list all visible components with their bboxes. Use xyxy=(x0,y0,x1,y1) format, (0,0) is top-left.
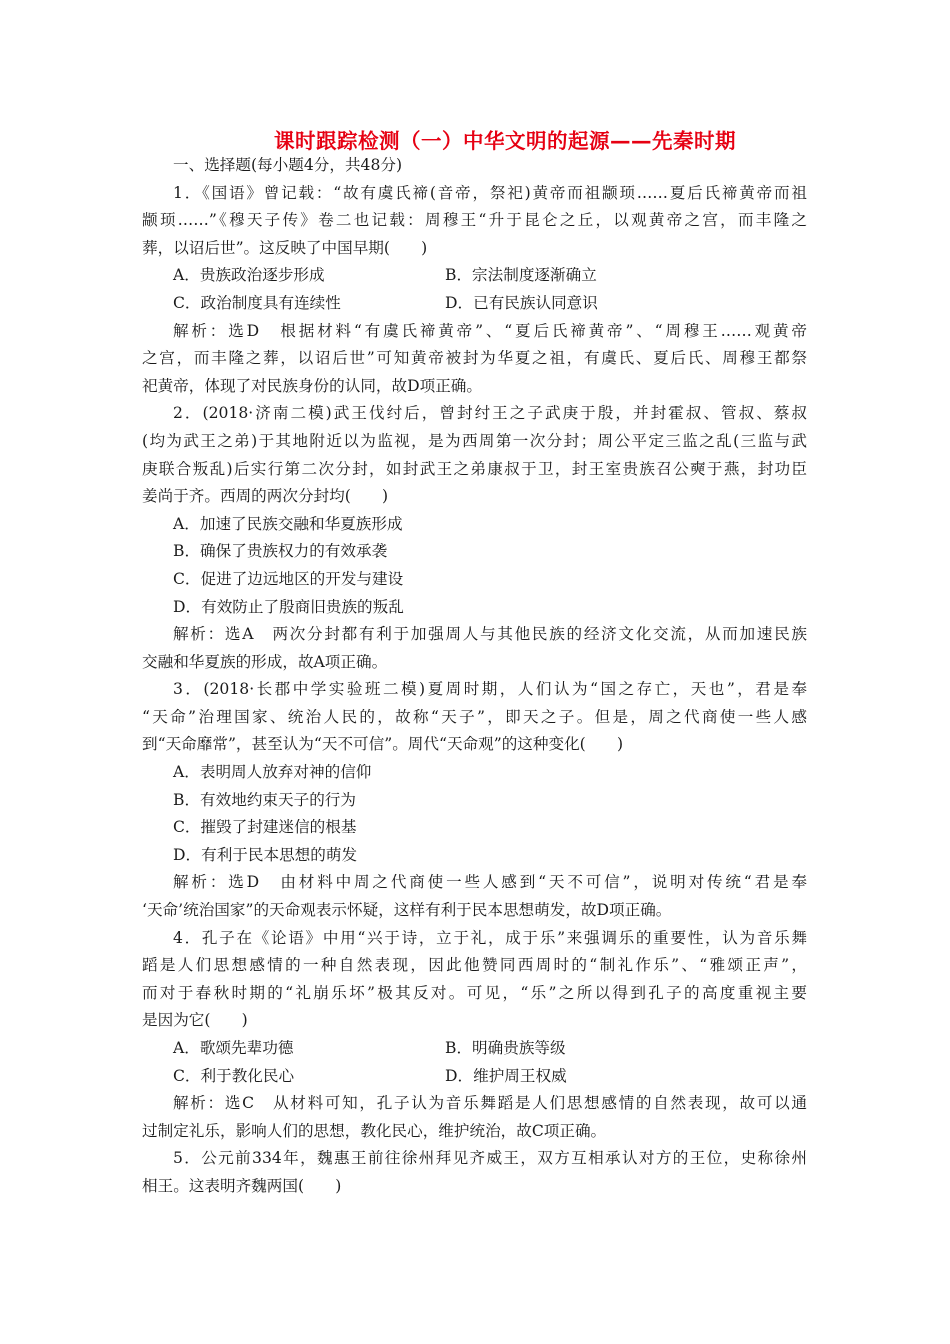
page-title: 课时跟踪检测（一）中华文明的起源——先秦时期 xyxy=(274,129,736,153)
question-stem-line: 3．(2018·长郡中学实验班二模)夏周时期，人们认为“国之存亡，天也”，君是奉 xyxy=(173,680,807,699)
question-stem-line: 姜尚于齐。西周的两次分封均( ) xyxy=(142,487,389,506)
question-2 xyxy=(142,400,807,676)
question-5 xyxy=(142,1145,807,1200)
option-a: A．贵族政治逐步形成 xyxy=(173,266,325,285)
analysis-line: 过制定礼乐，影响人们的思想，教化民心，维护统治，故C项正确。 xyxy=(142,1121,607,1140)
option-row xyxy=(142,262,807,290)
analysis-line: 交融和华夏族的形成，故A项正确。 xyxy=(142,652,388,671)
option-b: B．宗法制度逐渐确立 xyxy=(445,266,597,285)
option-c: C．政治制度具有连续性 xyxy=(173,293,341,312)
option-d: D．有利于民本思想的萌发 xyxy=(173,845,358,864)
section-heading: 一、选择题(每小题4分，共48分) xyxy=(173,156,403,174)
option-row xyxy=(142,1035,807,1063)
option-a: A．加速了民族交融和华夏族形成 xyxy=(173,514,403,533)
option-b: B．明确贵族等级 xyxy=(445,1039,566,1057)
option-row xyxy=(142,290,807,318)
analysis-line: 解析：选D 由材料中周之代商使一些人感到“天不可信”，说明对传统“君是奉 xyxy=(173,873,807,892)
option-c: C．利于教化民心 xyxy=(173,1066,295,1085)
question-stem-line: 是因为它( ) xyxy=(142,1011,248,1030)
question-stem-line: 葬，以诏后世”。这反映了中国早期( ) xyxy=(142,238,428,257)
analysis-line: 祀黄帝，体现了对民族身份的认同，故D项正确。 xyxy=(142,376,482,395)
analysis-line: 之宫，而丰隆之葬，以诏后世”可知黄帝被封为华夏之祖，有虞氏、夏后氏、周穆王都祭 xyxy=(142,349,807,368)
question-stem-line: 颛顼……”《穆天子传》卷二也记载：周穆王“升于昆仑之丘，以观黄帝之宫，而丰隆之 xyxy=(142,211,807,230)
option-c: C．摧毁了封建迷信的根基 xyxy=(173,818,357,837)
option-d: D．维护周王权威 xyxy=(445,1066,567,1085)
option-a: A．歌颂先辈功德 xyxy=(173,1039,294,1057)
question-stem-line: 4．孔子在《论语》中用“兴于诗，立于礼，成于乐”来强调乐的重要性，认为音乐舞 xyxy=(173,928,807,947)
option-b: B．有效地约束天子的行为 xyxy=(173,790,356,809)
question-stem-line: 5．公元前334年，魏惠王前往徐州拜见齐威王，双方互相承认对方的王位，史称徐州 xyxy=(173,1149,807,1168)
option-d: D．已有民族认同意识 xyxy=(445,293,598,312)
option-d: D．有效防止了殷商旧贵族的叛乱 xyxy=(173,597,404,616)
question-stem-line: (均为武王之弟)于其地附近以为监视，是为西周第一次分封；周公平定三监之乱(三监与武 xyxy=(142,431,807,450)
analysis-line: 解析：选D 根据材料“有虞氏禘黄帝”、“夏后氏禘黄帝”、“周穆王……观黄帝 xyxy=(173,321,807,340)
question-stem-line: 庚联合叛乱)后实行第二次分封，如封武王之弟康叔于卫，封王室贵族召公奭于燕，封功臣 xyxy=(142,459,807,478)
analysis-line: 解析：选C 从材料可知，孔子认为音乐舞蹈是人们思想感情的自然表现，故可以通 xyxy=(173,1094,807,1113)
question-stem-line: 相王。这表明齐魏两国( ) xyxy=(142,1176,342,1195)
document-body xyxy=(142,152,807,1201)
option-row xyxy=(142,1063,807,1091)
question-stem-line: 1．《国语》曾记载：“故有虞氏禘(音帝，祭祀)黄帝而祖颛顼……夏后氏禘黄帝而祖 xyxy=(173,183,807,202)
option-c: C．促进了边远地区的开发与建设 xyxy=(173,569,404,588)
analysis-line: 解析：选A 两次分封都有利于加强周人与其他民族的经济文化交流，从而加速民族 xyxy=(173,625,807,644)
question-1 xyxy=(142,180,807,401)
option-b: B．确保了贵族权力的有效承袭 xyxy=(173,542,388,561)
question-stem-line: 2．(2018·济南二模)武王伐纣后，曾封纣王之子武庚于殷，并封霍叔、管叔、蔡叔 xyxy=(173,404,807,423)
option-a: A．表明周人放弃对神的信仰 xyxy=(173,763,372,782)
question-stem-line: 蹈是人们思想感情的一种自然表现，因此他赞同西周时的“制礼作乐”、“雅颂正声”， xyxy=(142,956,807,975)
question-stem-line: 而对于春秋时期的“礼崩乐坏”极其反对。可见，“乐”之所以得到孔子的高度重视主要 xyxy=(142,983,807,1002)
question-4 xyxy=(142,925,807,1146)
question-stem-line: 到“天命靡常”，甚至认为“天不可信”。周代“天命观”的这种变化( ) xyxy=(142,735,624,754)
analysis-line: ‘天命’统治国家”的天命观表示怀疑，这样有利于民本思想萌发，故D项正确。 xyxy=(142,901,672,920)
question-stem-line: “天命”治理国家、统治人民的，故称“天子”，即天之子。但是，周之代商使一些人感 xyxy=(142,707,807,726)
question-3 xyxy=(142,676,807,924)
